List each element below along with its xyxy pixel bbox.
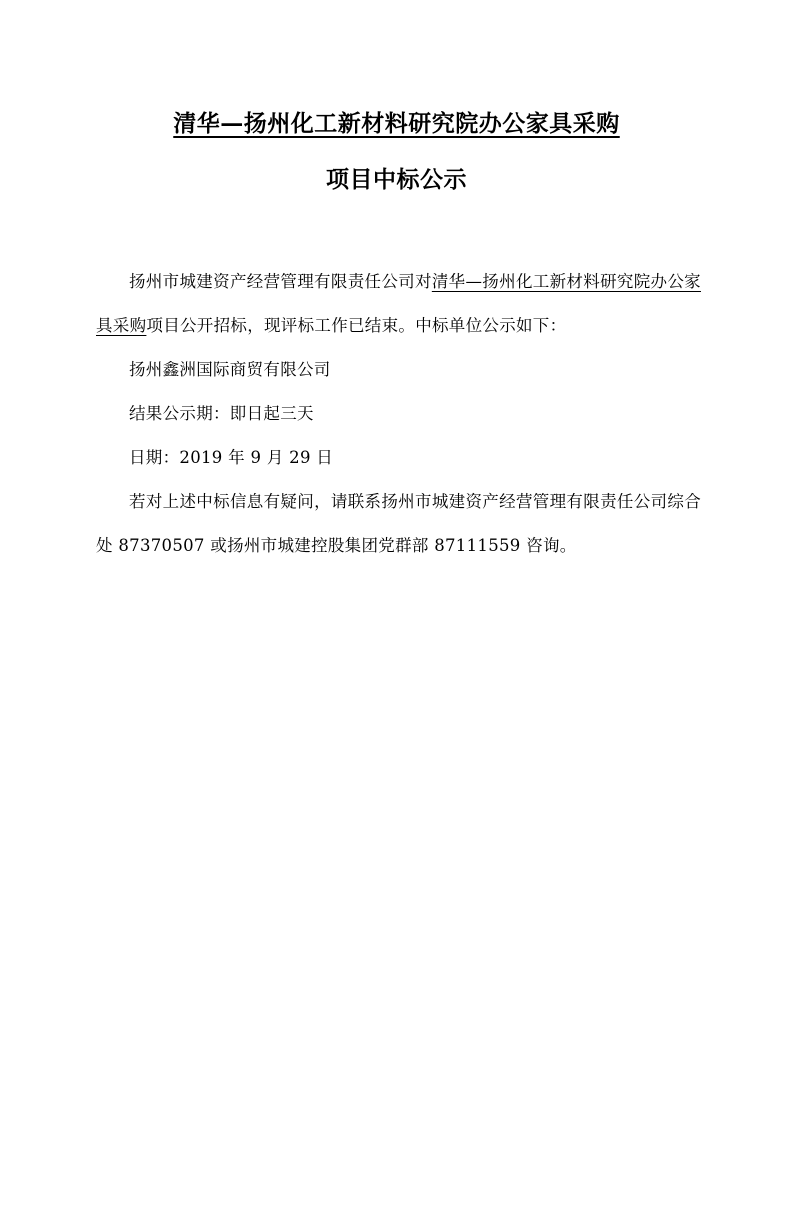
paragraph-contact (96, 480, 701, 568)
paragraph-winning-bidder (96, 348, 701, 392)
contact-text: 若对上述中标信息有疑问，请联系扬州市城建资产经营管理有限责任公司综合处 87370507 或扬州市城建控股集团党群部 87111559 咨询。 (96, 492, 701, 555)
intro-text-part-1: 扬州市城建资产经营管理有限责任公司对 (129, 272, 432, 291)
paragraph-publicity-period (96, 392, 701, 436)
publicity-period-text: 结果公示期：即日起三天 (129, 404, 314, 423)
paragraph-date (96, 436, 701, 480)
title-line-1: 清华—扬州化工新材料研究院办公家具采购 (173, 110, 620, 137)
document-title (0, 96, 793, 208)
intro-text-part-2: 项目公开招标，现评标工作已结束。中标单位公示如下： (146, 316, 567, 335)
document-body (0, 260, 793, 568)
title-line-2: 项目中标公示 (326, 166, 467, 193)
paragraph-intro (96, 260, 701, 348)
document-date: 日期：2019 年 9 月 29 日 (129, 448, 334, 467)
winning-bidder-name: 扬州鑫洲国际商贸有限公司 (129, 360, 331, 379)
document-page (0, 96, 793, 1218)
intro-project-name: 清华—扬州化工新材料研究院办公家具采购 (96, 272, 701, 335)
